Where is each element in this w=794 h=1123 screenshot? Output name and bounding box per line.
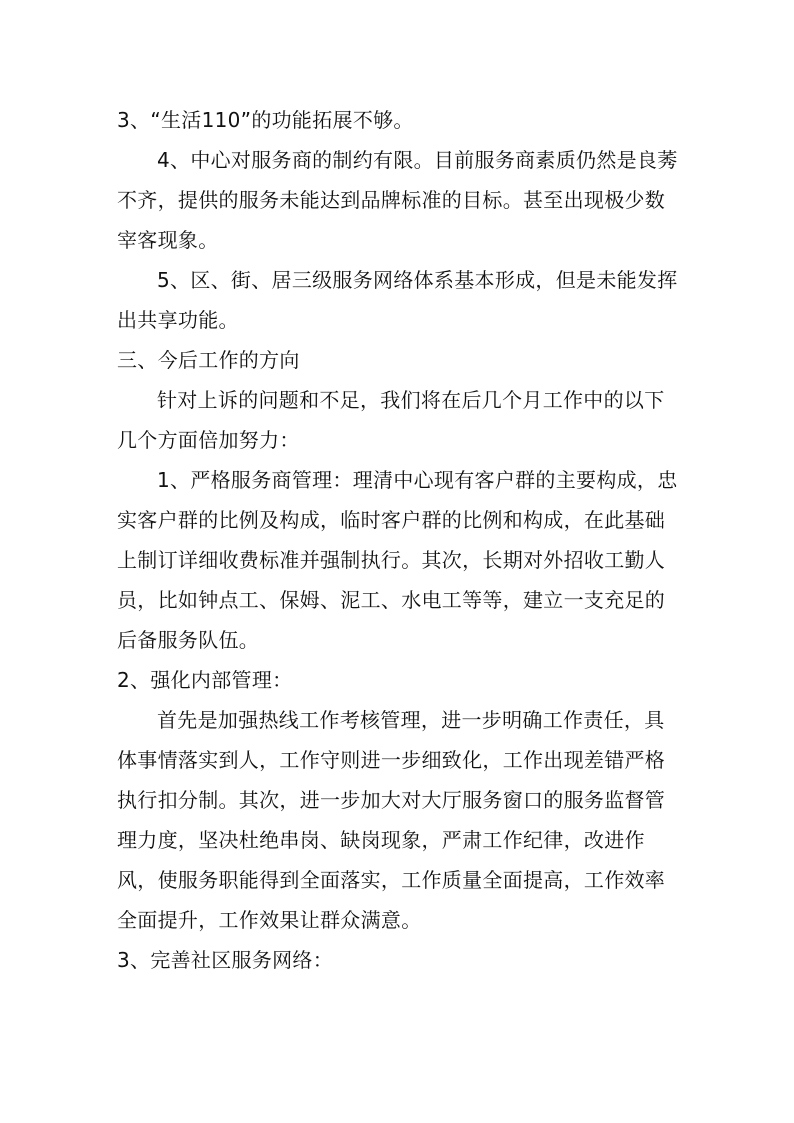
document-body bbox=[117, 100, 682, 980]
intro-paragraph: 针对上诉的问题和不足，我们将在后几个月工作中的以下几个方面倍加努力： bbox=[117, 388, 665, 452]
measure-2-paragraph: 首先是加强热线工作考核管理，进一步明确工作责任，具体事情落实到人，工作守则进一步细致化，工作出现差错严格执行扣分制。其次，进一步加大对大厅服务窗口的服务监督管理力度，坚决杜绝串岗、缺岗现象，严肃工作纪律，改进作风，使服务职能得到全面落实，工作质量全面提高，工作效率全面提升，工作效果让群众满意。 bbox=[117, 708, 666, 932]
measure-2-heading: 2、强化内部管理： bbox=[117, 668, 293, 692]
item-5-paragraph: 5、区、街、居三级服务网络体系基本形成，但是未能发挥出共享功能。 bbox=[117, 268, 678, 332]
item-4-paragraph: 4、中心对服务商的制约有限。目前服务商素质仍然是良莠不齐，提供的服务未能达到品牌标准的目标。甚至出现极少数宰客现象。 bbox=[117, 148, 678, 252]
measure-1-paragraph: 1、严格服务商管理：理清中心现有客户群的主要构成，忠实客户群的比例及构成，临时客户群的比例和构成，在此基础上制订详细收费标准并强制执行。其次，长期对外招收工勤人员，比如钟点工、保姆、泥工、水电工等等，建立一支充足的后备服务队伍。 bbox=[117, 468, 678, 652]
measure-3-heading: 3、完善社区服务网络： bbox=[117, 948, 334, 972]
section-heading-future-direction: 三、今后工作的方向 bbox=[117, 348, 300, 372]
item-3-paragraph: 3、“生活110”的功能拓展不够。 bbox=[117, 108, 414, 132]
